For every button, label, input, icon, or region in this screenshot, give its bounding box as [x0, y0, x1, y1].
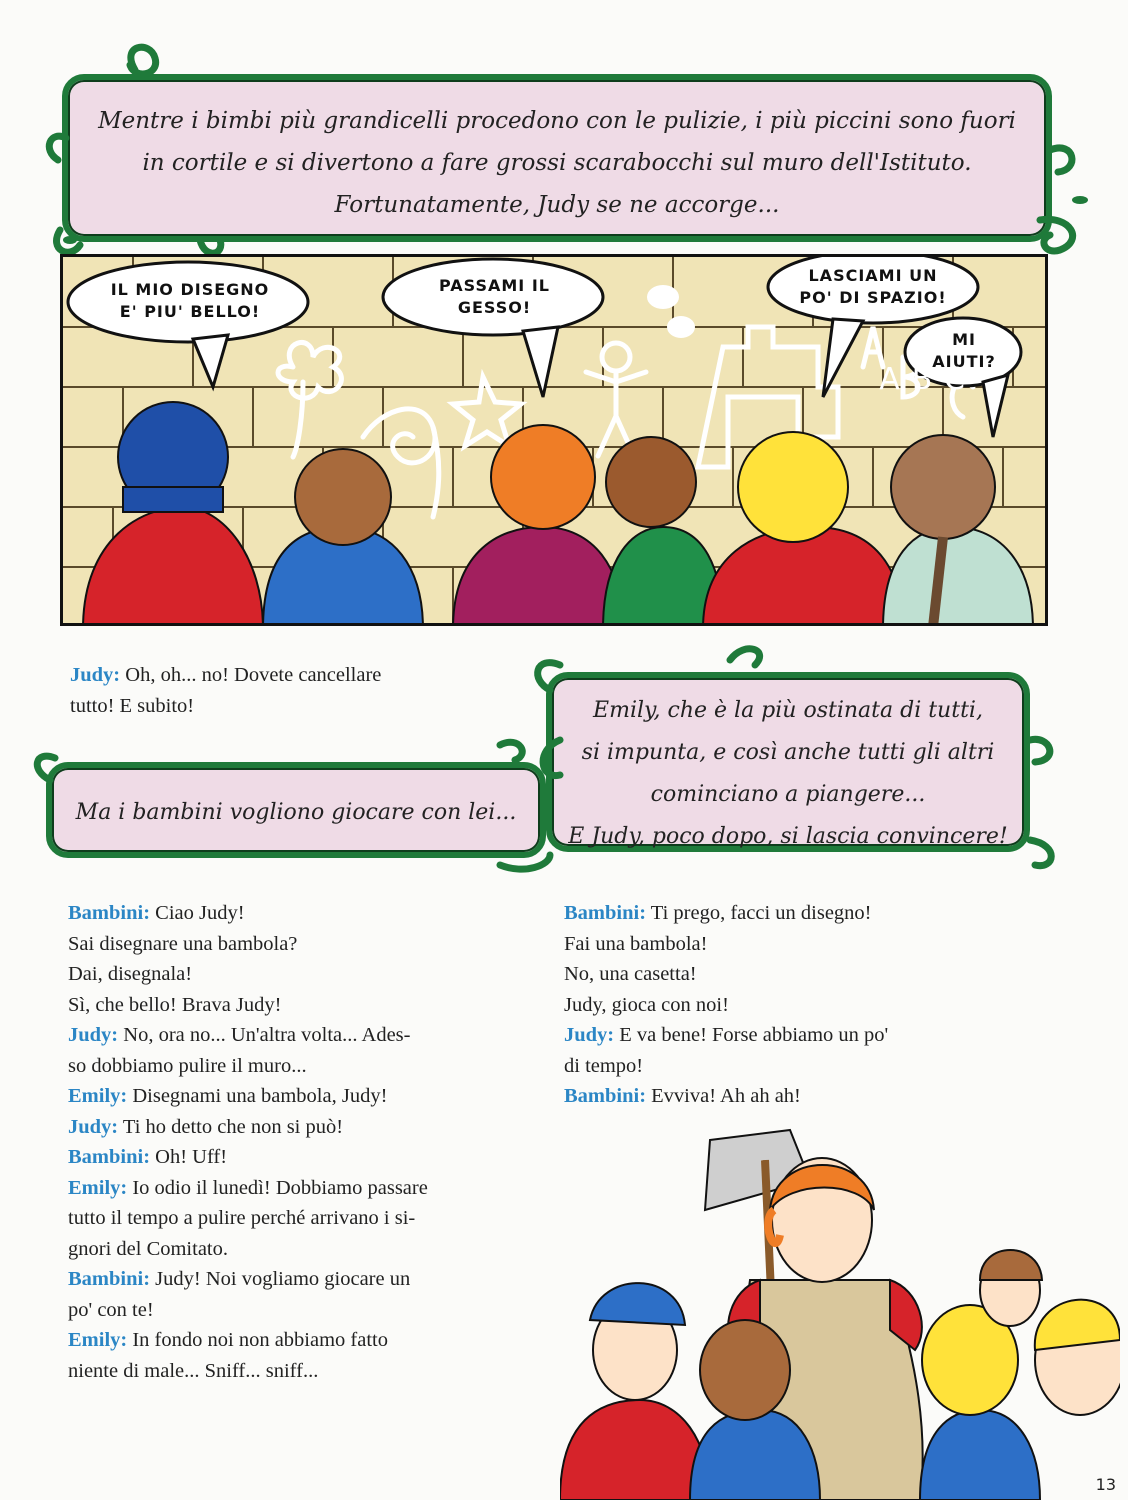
- dialog-text: Sai disegnare una bambola?: [68, 932, 298, 955]
- dialog-text: so dobbiamo pulire il muro...: [68, 1054, 307, 1077]
- bubble-text: E' PIU' BELLO!: [119, 302, 261, 321]
- dialog-column-left: [68, 898, 538, 1386]
- dialog-text: Dai, disegnala!: [68, 963, 193, 985]
- dialog-text: tutto il tempo a pulire perché arrivano i si-: [68, 1207, 416, 1229]
- caption-left: [46, 762, 546, 858]
- dialog-text: Oh! Uff!: [150, 1146, 228, 1168]
- speaker-label: Emily:: [68, 1329, 128, 1351]
- dialog-text: Oh, oh... no! Dovete cancellare: [120, 664, 382, 686]
- speaker-label: Bambini:: [564, 1085, 647, 1107]
- caption-top: [62, 74, 1052, 242]
- speaker-label: Judy:: [68, 1024, 119, 1046]
- dialog-text: tutto! E subito!: [70, 694, 195, 717]
- dialog-text: Fai una bambola!: [564, 932, 708, 955]
- dialog-text: Ciao Judy!: [150, 902, 245, 924]
- dialog-text: In fondo noi non abbiamo fatto: [127, 1329, 388, 1351]
- speaker-label: Judy:: [564, 1024, 615, 1046]
- dialog-text: Evviva! Ah ah ah!: [646, 1085, 801, 1107]
- dialog-text: Judy! Noi vogliamo giocare un: [150, 1268, 411, 1290]
- dialog-text: niente di male... Sniff... sniff...: [68, 1359, 319, 1382]
- dialog-text: No, ora no... Un'altra volta... Ades-: [118, 1024, 411, 1046]
- dialog-text: No, una casetta!: [564, 963, 697, 985]
- speaker-label: Bambini:: [68, 902, 151, 924]
- speaker-label: Bambini:: [564, 902, 647, 924]
- wall-letter: B: [911, 362, 944, 397]
- bubble-text: PASSAMI IL: [439, 276, 550, 295]
- dialog-text: E va bene! Forse abbiamo un po': [614, 1024, 889, 1046]
- dialog-text: Judy, gioca con noi!: [564, 993, 729, 1016]
- caption-right-line: si impunta, e così anche tutti gli altri: [581, 740, 995, 765]
- speaker-label: Bambini:: [68, 1268, 151, 1290]
- judy-with-children-illustration: [560, 1120, 1120, 1500]
- dialog-text: Sì, che bello! Brava Judy!: [68, 993, 282, 1016]
- caption-right-line: Emily, che è la più ostinata di tutti,: [593, 698, 983, 723]
- dialog-text: gnori del Comitato.: [68, 1237, 228, 1260]
- comic-panel: [60, 254, 1048, 626]
- speaker-label: Judy:: [70, 664, 121, 686]
- speaker-label: Bambini:: [68, 1146, 151, 1168]
- bubble-text: IL MIO DISEGNO: [110, 280, 270, 299]
- dialog-text: Io odio il lunedì! Dobbiamo passare: [127, 1176, 428, 1199]
- dialog-text: po' con te!: [68, 1298, 154, 1321]
- wall-letter: C: [943, 362, 977, 397]
- speaker-label: Judy:: [68, 1115, 119, 1138]
- caption-top-line: Mentre i bimbi più grandicelli procedono con le pulizie, i più piccini sono fuori: [98, 108, 1016, 134]
- bubble-text: GESSO!: [457, 298, 532, 317]
- dialog-text: Ti ho detto che non si può!: [118, 1115, 344, 1138]
- caption-top-line: in cortile e si divertono a fare grossi scarabocchi sul muro dell'Istituto.: [142, 150, 972, 176]
- speaker-label: Emily:: [68, 1085, 128, 1107]
- wall-letter: A: [879, 362, 912, 397]
- caption-right: [546, 672, 1030, 852]
- caption-right-line: E Judy, poco dopo, si lascia convincere!: [568, 824, 1008, 849]
- bubble-text: AIUTI?: [932, 352, 996, 371]
- caption-right-line: cominciano a piangere...: [650, 782, 926, 807]
- caption-left-text: Ma i bambini vogliono giocare con lei...: [75, 800, 517, 825]
- dialog-judy-first: [70, 660, 381, 721]
- dialog-text: Ti prego, facci un disegno!: [646, 902, 872, 924]
- dialog-text: di tempo!: [564, 1054, 644, 1077]
- bubble-text: PO' DI SPAZIO!: [799, 288, 947, 307]
- dialog-column-right: [564, 898, 944, 1112]
- bubble-text: LASCIAMI UN: [808, 266, 938, 285]
- page-number: 13: [1095, 1475, 1116, 1494]
- caption-top-line: Fortunatamente, Judy se ne accorge...: [334, 192, 780, 218]
- dialog-text: Disegnami una bambola, Judy!: [127, 1085, 388, 1107]
- bubble-text: MI: [952, 330, 976, 349]
- speaker-label: Emily:: [68, 1176, 128, 1199]
